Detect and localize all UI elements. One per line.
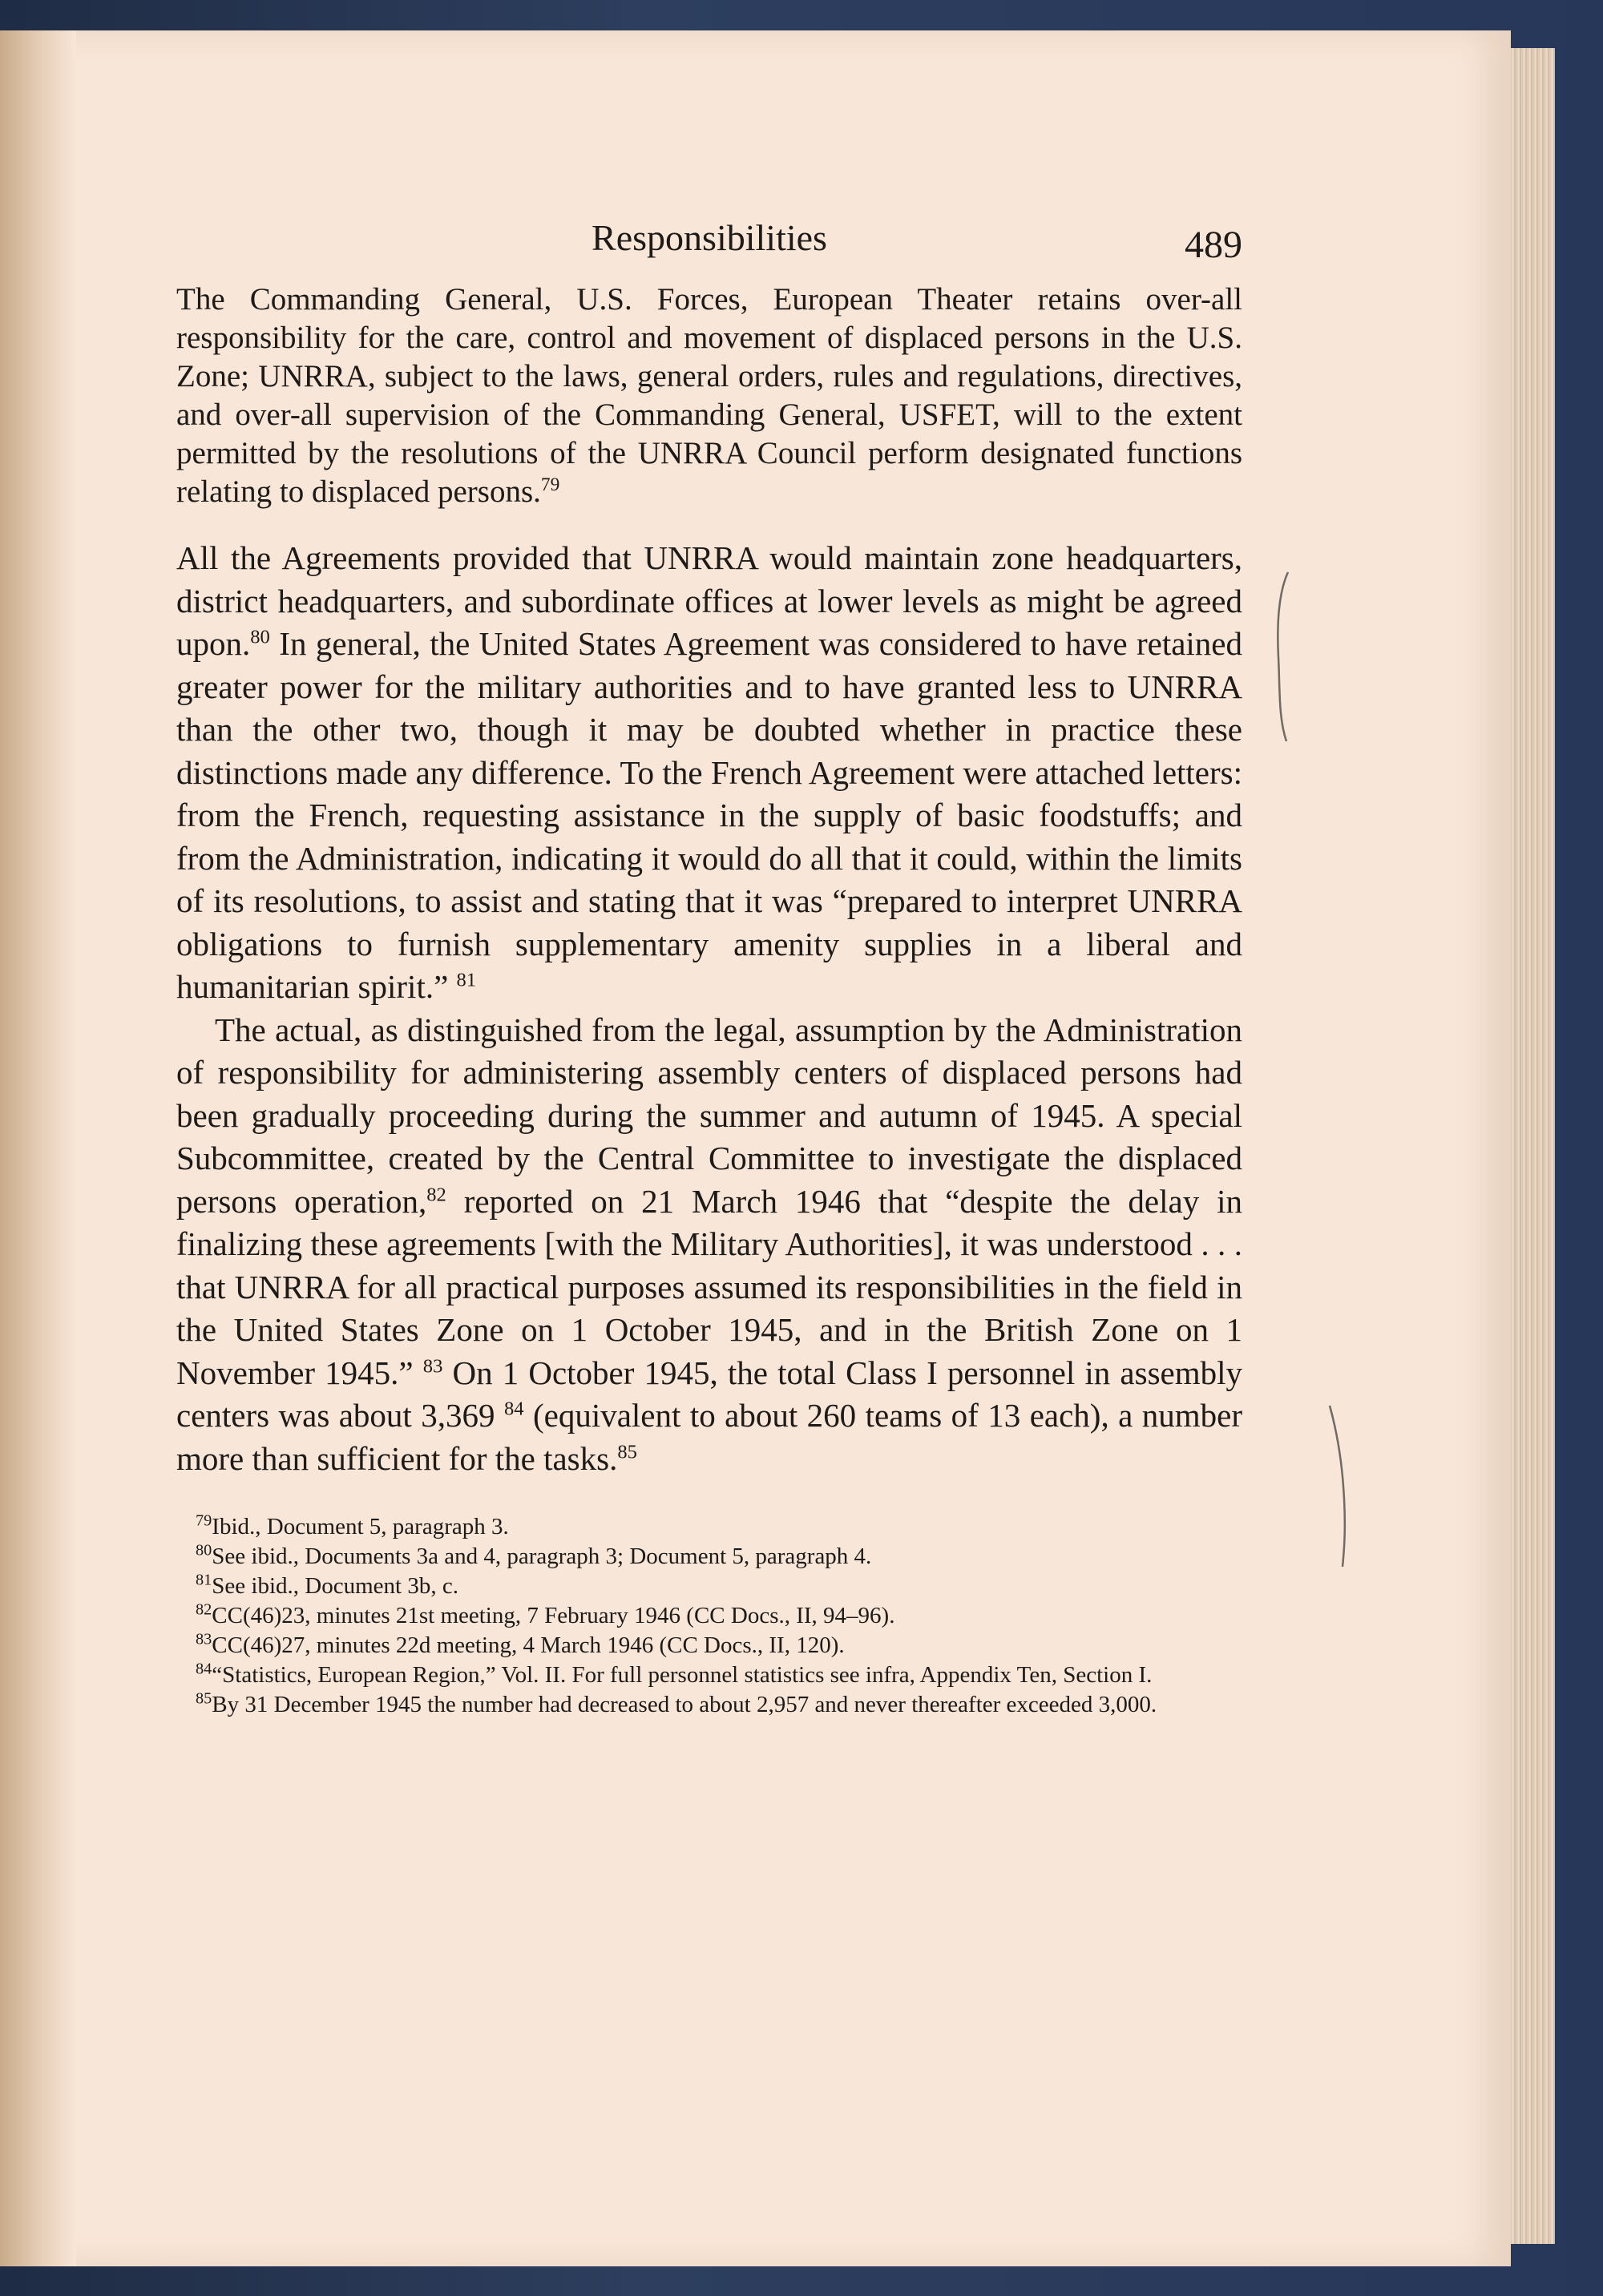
footnote xyxy=(176,1690,1242,1720)
footnote xyxy=(176,1660,1242,1690)
page-content xyxy=(176,216,1242,1720)
paragraph-1-part-2: In general, the United States Agreement was considered to have retained greater power for the military authorities and to have granted less to UNRRA than the other two, though it may be doubted whether in practice these distinctions made any difference. To the French Agreement were attached letters: from the French, requesting assistance in the supply of basic foodstuffs; and from the Administration, indicating it would do all that it could, within the limits of its resolutions, to assist and stating that it was “prepared to interpret UNRRA obligations to furnish supplementary amenity supplies in a liberal and humanitarian spirit.” xyxy=(176,625,1242,1005)
paragraph-2-part-2: reported on 21 March 1946 that “despite the delay in finalizing these agreements [with the Military Authorities], it was understood . . . that UNRRA for all practical purposes assumed its responsibilities in the field in the United States Zone on 1 October 1945, and in the British Zone on 1 November 1945.” xyxy=(176,1182,1242,1391)
page-edges xyxy=(1511,48,1555,2244)
footnote xyxy=(176,1631,1242,1660)
footnotes xyxy=(176,1512,1242,1720)
note-ref-84: 84 xyxy=(503,1398,524,1420)
footnote-text: Ibid., Document 5, paragraph 3. xyxy=(212,1514,509,1539)
pencil-bracket-upper xyxy=(1270,569,1294,745)
block-quote-text: The Commanding General, U.S. Forces, European Theater retains over-all responsibility for the care, control and movement of displaced persons in the U.S. Zone; UNRRA, subject to the laws, general orders, rules and regulations, directives, and over-all supervision of the Commanding General, USFET, will to the extent permitted by the resolutions of the UNRRA Council perform designated functions relating to displaced persons. xyxy=(176,282,1242,509)
footnote-text: By 31 December 1945 the number had decreased to about 2,957 and never thereafter exceeded 3,000. xyxy=(212,1692,1157,1717)
note-ref-80: 80 xyxy=(250,626,270,648)
footnote-number: 82 xyxy=(196,1600,212,1619)
paragraph-2-part-1: The actual, as distinguished from the legal, assumption by the Administration of responsibility for administering assembly centers of displaced persons had been gradually proceeding during the summer and autumn of 1945. A special Subcommittee, created by the Central Committee to investigate the displaced persons operation, xyxy=(176,1011,1242,1220)
page-gutter xyxy=(0,30,76,2266)
pencil-bracket-lower xyxy=(1326,1402,1351,1571)
note-ref-85: 85 xyxy=(617,1440,637,1463)
paragraph-2-part-4: (equivalent to about 260 teams of 13 each), a number more than sufficient for the tasks. xyxy=(176,1397,1242,1477)
footnote-number: 81 xyxy=(196,1571,212,1589)
footnote-text: “Statistics, European Region,” Vol. II. For full personnel statistics see infra, Appendix Ten, Section I. xyxy=(212,1662,1153,1688)
footnote xyxy=(176,1601,1242,1631)
note-ref-79: 79 xyxy=(540,474,560,495)
footnote-text: See ibid., Documents 3a and 4, paragraph 3; Document 5, paragraph 4. xyxy=(212,1543,872,1569)
body-paragraph-2 xyxy=(176,1009,1242,1481)
paragraph-1-part-1: All the Agreements provided that UNRRA would maintain zone headquarters, district headquarters, and subordinate offices at lower levels as might be agreed upon. xyxy=(176,539,1242,662)
page-header xyxy=(176,216,1242,280)
page-number: 489 xyxy=(1185,224,1242,266)
running-head: Responsibilities xyxy=(592,217,827,258)
footnote-text: CC(46)27, minutes 22d meeting, 4 March 1946 (CC Docs., II, 120). xyxy=(212,1632,845,1658)
footnote-number: 79 xyxy=(196,1511,212,1530)
footnote xyxy=(176,1512,1242,1542)
footnote-text: CC(46)23, minutes 21st meeting, 7 February 1946 (CC Docs., II, 94–96). xyxy=(212,1603,895,1628)
footnote-number: 83 xyxy=(196,1630,212,1648)
note-ref-82: 82 xyxy=(426,1183,446,1205)
block-quote xyxy=(176,280,1242,511)
footnote xyxy=(176,1542,1242,1572)
note-ref-83: 83 xyxy=(422,1354,443,1377)
footnote-number: 80 xyxy=(196,1541,212,1560)
footnote-text: See ibid., Document 3b, c. xyxy=(212,1573,458,1599)
body-paragraph-1 xyxy=(176,537,1242,1009)
note-ref-81: 81 xyxy=(456,969,477,991)
footnote xyxy=(176,1572,1242,1601)
paragraph-2-part-3: On 1 October 1945, the total Class I personnel in assembly centers was about 3,369 xyxy=(176,1354,1243,1434)
footnote-number: 85 xyxy=(196,1689,212,1708)
footnote-number: 84 xyxy=(196,1660,212,1678)
